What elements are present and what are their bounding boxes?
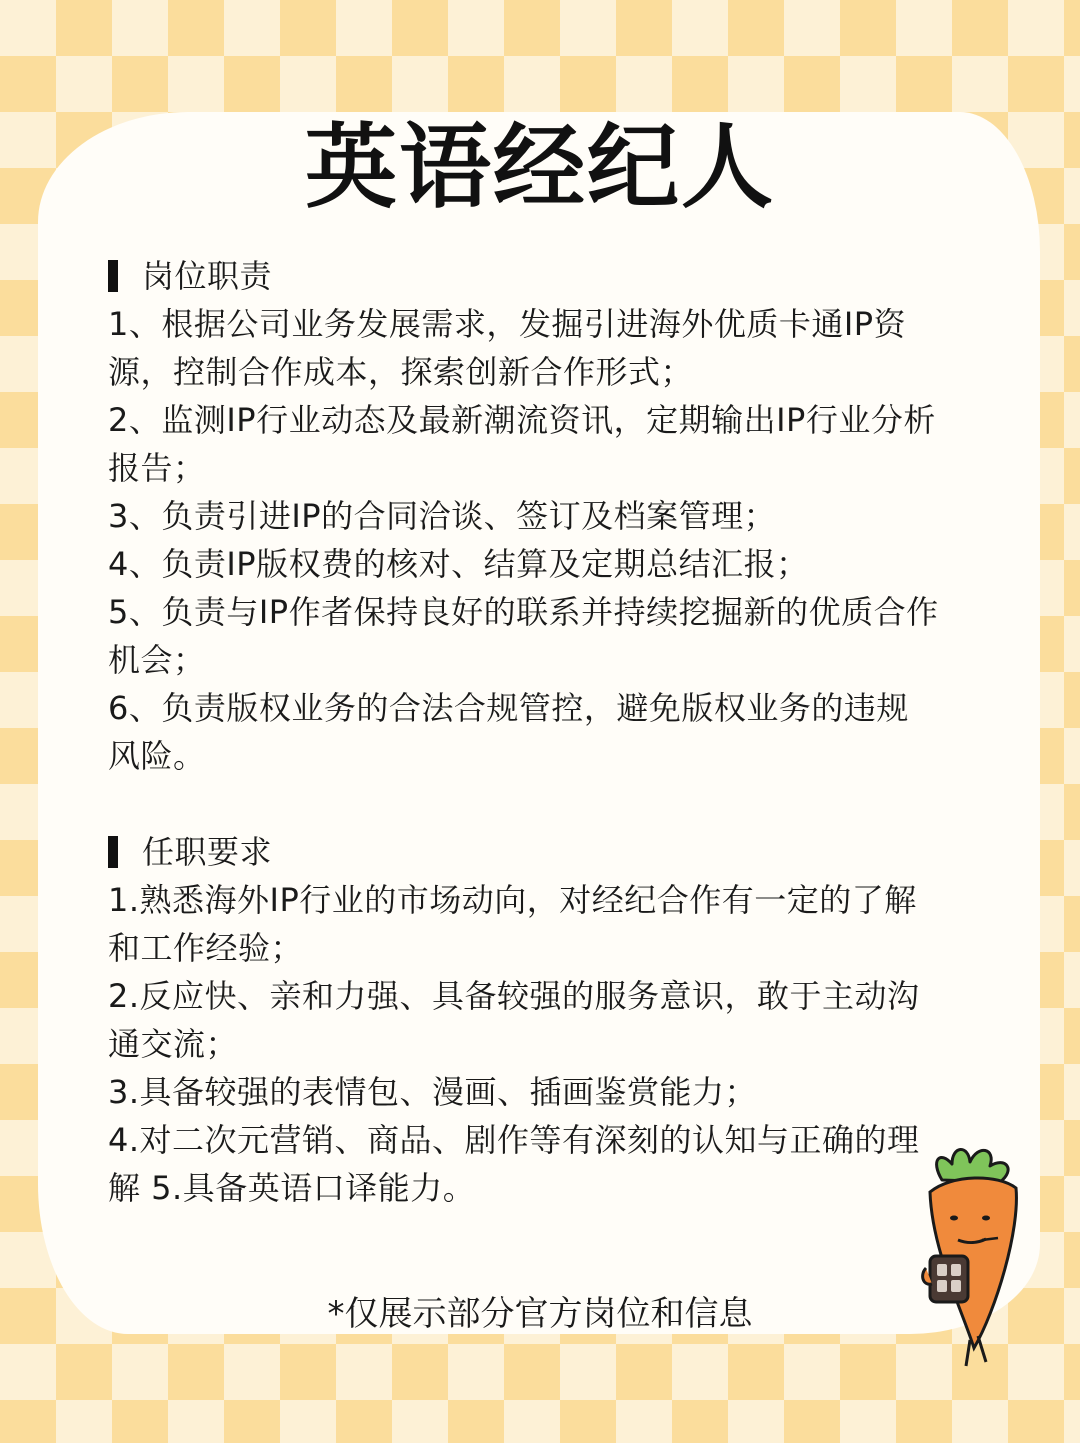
text-line: 2、监测IP行业动态及最新潮流资讯，定期输出IP行业分析 [108, 401, 936, 439]
text-line: 6、负责版权业务的合法合规管控，避免版权业务的违规 [108, 689, 909, 727]
text-line: 1、根据公司业务发展需求，发掘引进海外优质卡通IP资 [108, 305, 907, 343]
section-gap [108, 780, 1013, 828]
text-line: 4、负责IP版权费的核对、结算及定期总结汇报； [108, 545, 809, 583]
carrot-eye-left [950, 1216, 958, 1221]
text-line: 报告； [108, 449, 206, 487]
phone-icon [930, 1256, 968, 1302]
section-responsibilities [108, 252, 1013, 780]
carrot-eye-right [982, 1216, 990, 1221]
section-heading [108, 828, 1013, 876]
page-title: 英语经纪人 [304, 113, 775, 221]
text-line: 机会； [108, 641, 206, 679]
text-line: 3、负责引进IP的合同洽谈、签订及档案管理； [108, 497, 777, 535]
carrot-character-icon [912, 1140, 1032, 1370]
section-heading [108, 252, 1013, 300]
content-body [108, 252, 1013, 1212]
text-line: 2.反应快、亲和力强、具备较强的服务意识，敢于主动沟 [108, 977, 920, 1015]
text-line: 风险。 [108, 737, 206, 775]
section-title: 任职要求 [142, 833, 273, 871]
carrot-leg [978, 1336, 986, 1362]
text-line: 源，控制合作成本，探索创新合作形式； [108, 353, 694, 391]
text-line: 3.具备较强的表情包、漫画、插画鉴赏能力； [108, 1073, 758, 1111]
section-requirements [108, 828, 1013, 1212]
text-line: 和工作经验； [108, 929, 304, 967]
text-line: 通交流； [108, 1025, 239, 1063]
text-line: 4.对二次元营销、商品、剧作等有深刻的认知与正确的理 [108, 1121, 920, 1159]
text-line: 1.熟悉海外IP行业的市场动向，对经纪合作有一定的了解 [108, 881, 917, 919]
heading-bar-icon [108, 836, 118, 868]
text-line: 解 5.具备英语口译能力。 [108, 1169, 476, 1207]
text-line: 5、负责与IP作者保持良好的联系并持续挖掘新的优质合作 [108, 593, 939, 631]
carrot-leg [966, 1340, 970, 1366]
section-title: 岗位职责 [142, 257, 273, 295]
footnote: *仅展示部分官方岗位和信息 [327, 1294, 753, 1334]
heading-bar-icon [108, 260, 118, 292]
